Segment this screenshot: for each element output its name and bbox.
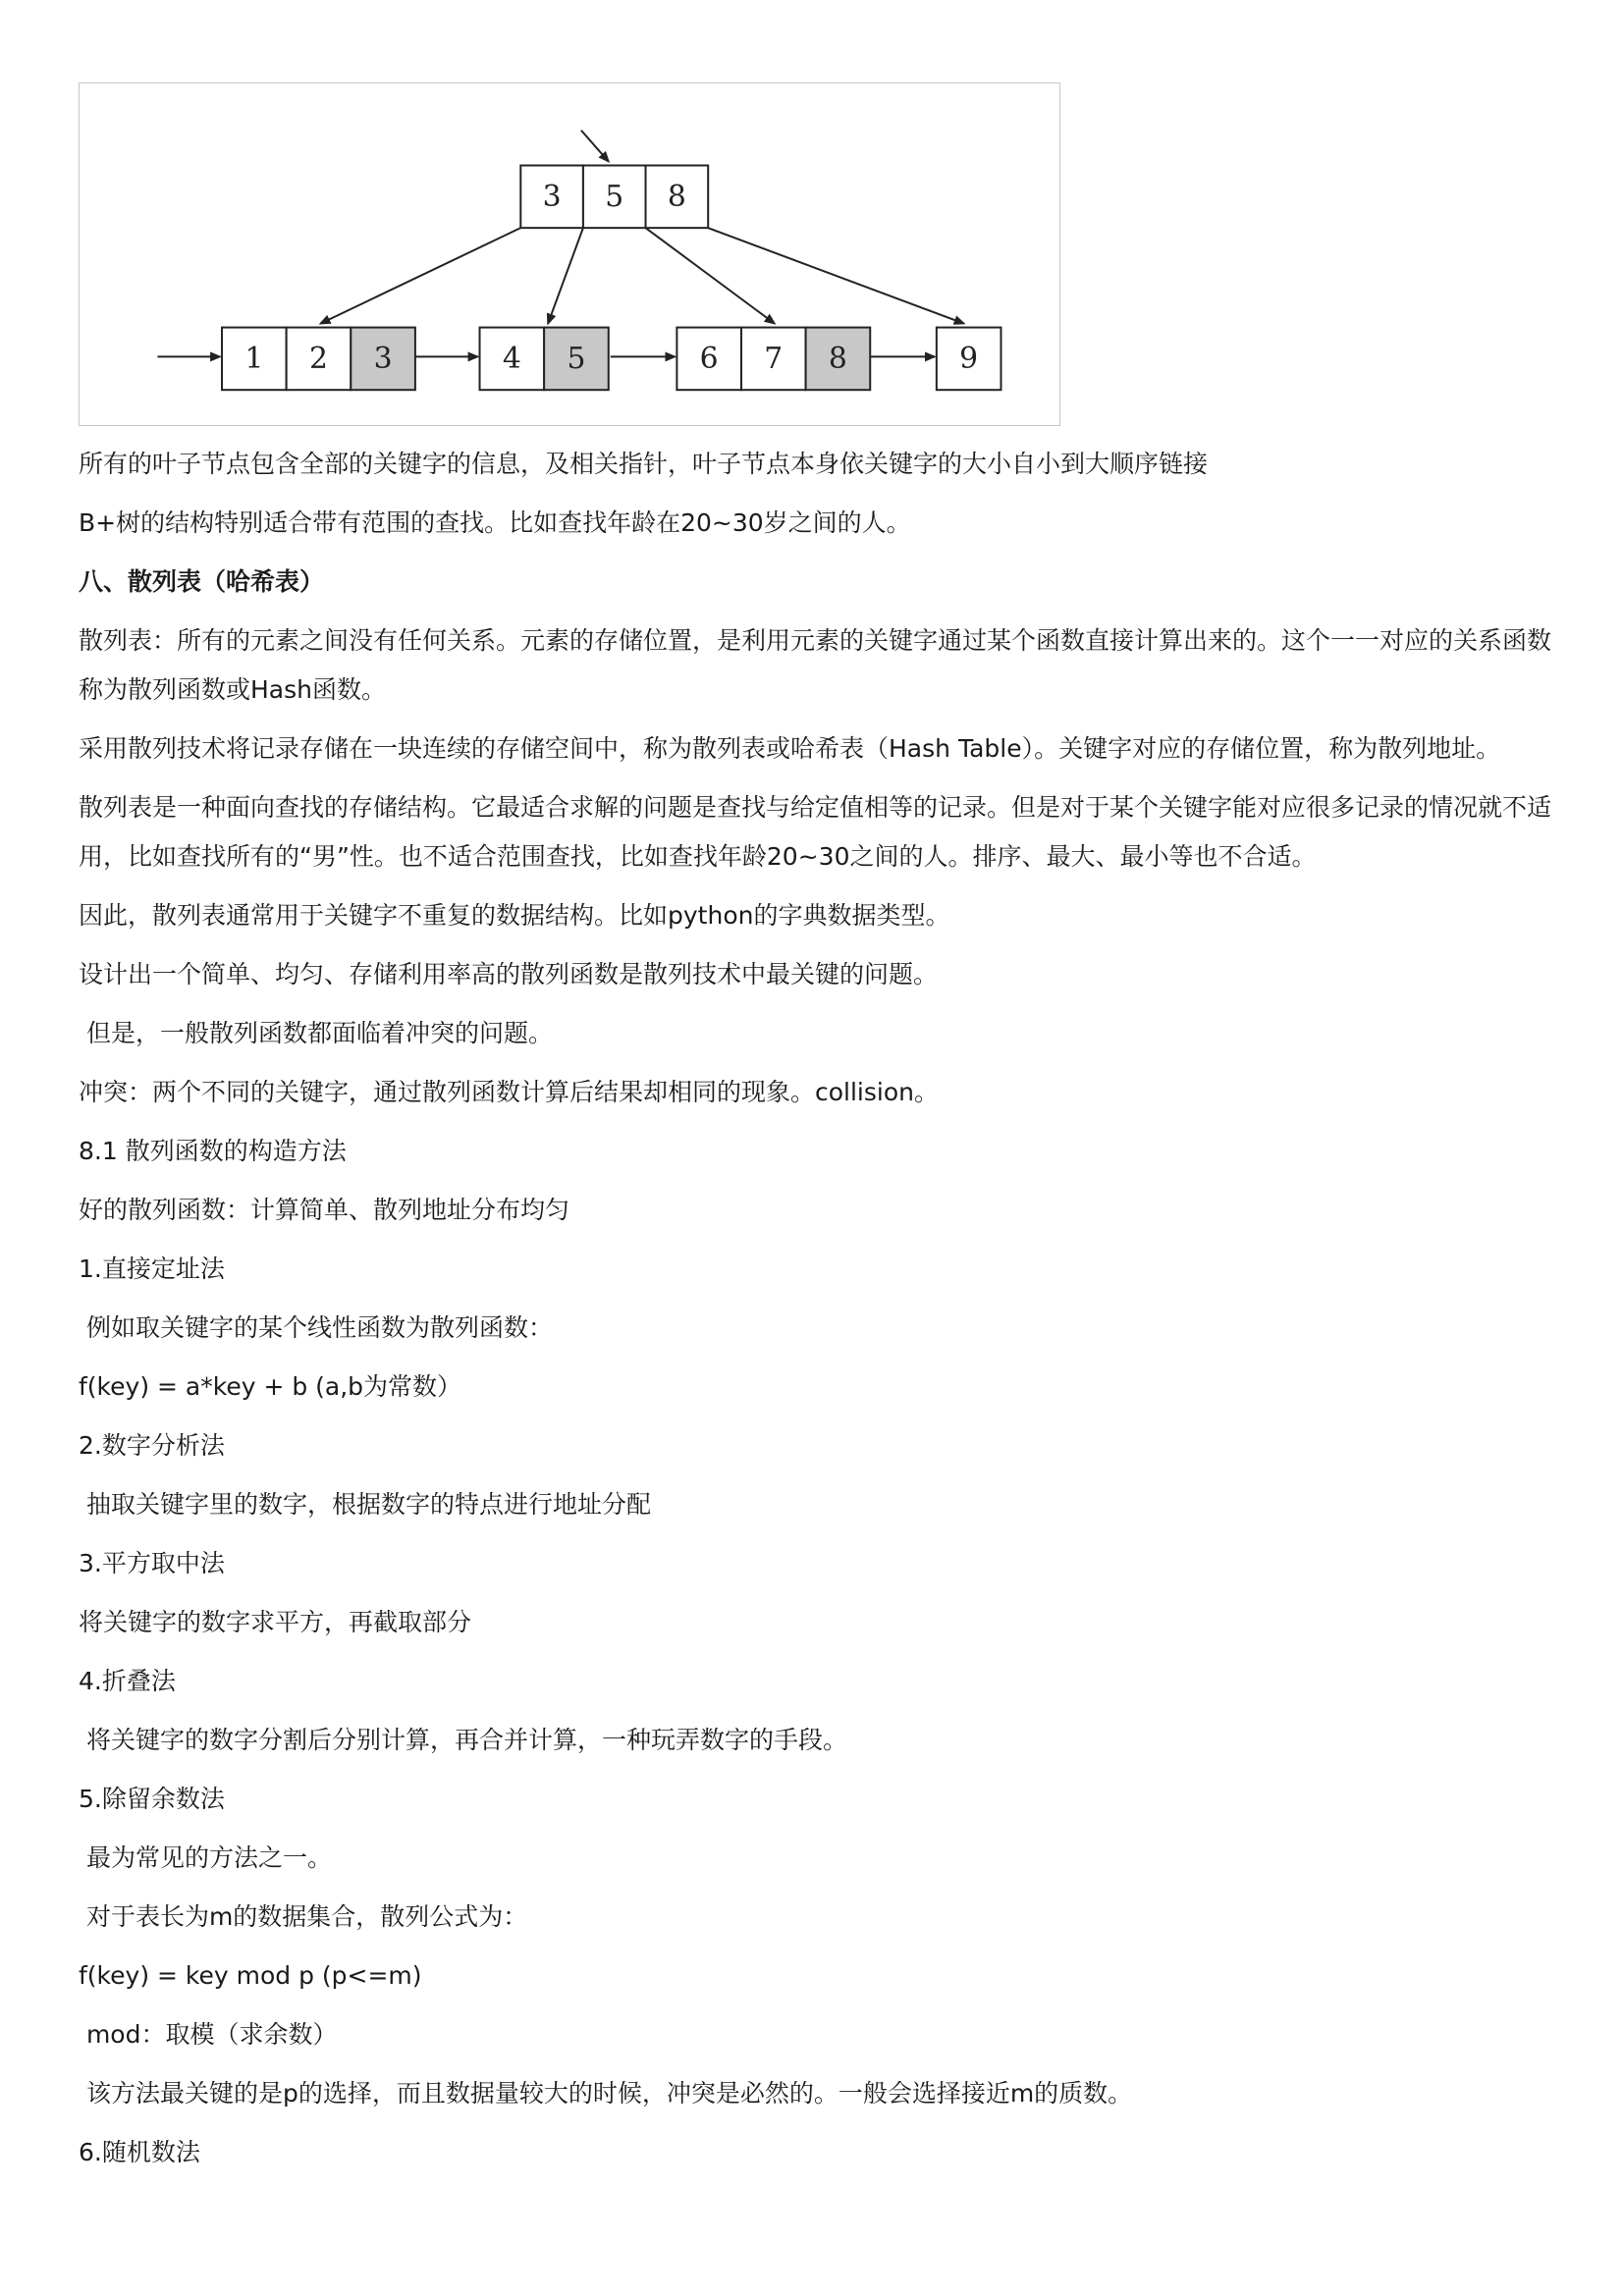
method-5-description: 最为常见的方法之一。 [79,1843,332,1872]
paragraph-good-hash: 好的散列函数：计算简单、散列地址分布均匀 [79,1196,570,1224]
paragraph-hash-usage: 散列表是一种面向查找的存储结构。它最适合求解的问题是查找与给定值相等的记录。但是对于某个关键字能对应很多记录的情况就不适用，比如查找所有的“男”性。也不适合范围查找，比如查找年龄20~30之间的人。排序、最大、最小等也不合适。 [79,793,1552,871]
method-heading-5: 5.除留余数法 [79,1785,225,1813]
root-key-1: 3 [542,179,562,214]
method-5-mod-note: mod：取模（求余数） [79,2020,338,2049]
method-1-formula: f(key) = a*key + b (a,b为常数） [79,1372,462,1401]
bplus-tree-diagram [80,83,1059,425]
edge-root-to-leaf-1 [320,228,520,323]
leaf2-key-2: 5 [567,341,586,376]
subsection-heading-8-1: 8.1 散列函数的构造方法 [79,1137,347,1165]
leaf3-key-3: 8 [828,341,847,376]
method-5-prime-note: 该方法最关键的是p的选择，而且数据量较大的时候，冲突是必然的。一般会选择接近m的质数。 [79,2079,1133,2108]
method-4-description: 将关键字的数字分割后分别计算，再合并计算，一种玩弄数字的手段。 [79,1726,847,1754]
document-body [79,440,1571,2187]
leaf1-key-2: 2 [308,341,328,376]
leaf3-key-1: 6 [699,341,719,376]
paragraph-bplus-range: B+树的结构特别适合带有范围的查找。比如查找年龄在20~30岁之间的人。 [79,508,911,537]
paragraph-hash-unique-keys: 因此，散列表通常用于关键字不重复的数据结构。比如python的字典数据类型。 [79,901,950,930]
root-node [520,166,708,229]
edge-root-to-leaf-2 [548,228,583,323]
leaf1-key-1: 1 [244,341,264,376]
method-3-description: 将关键字的数字求平方，再截取部分 [79,1608,472,1636]
leaf3-key-2: 7 [764,341,784,376]
method-heading-3: 3.平方取中法 [79,1549,225,1577]
paragraph-hash-definition: 散列表：所有的元素之间没有任何关系。元素的存储位置，是利用元素的关键字通过某个函数直接计算出来的。这个一一对应的关系函数称为散列函数或Hash函数。 [79,626,1552,704]
paragraph-collision-definition: 冲突：两个不同的关键字，通过散列函数计算后结果却相同的现象。collision。 [79,1078,939,1106]
bplus-tree-figure [79,82,1060,426]
paragraph-hash-design: 设计出一个简单、均匀、存储利用率高的散列函数是散列技术中最关键的问题。 [79,960,939,988]
method-heading-6: 6.随机数法 [79,2138,200,2166]
paragraph-leaf-info: 所有的叶子节点包含全部的关键字的信息，及相关指针，叶子节点本身依关键字的大小自小到大顺序链接 [79,450,1209,478]
edge-root-to-leaf-4 [708,228,964,323]
method-5-formula: f(key) = key mod p (p<=m) [79,1961,422,1990]
edge-root-to-leaf-3 [646,228,775,323]
paragraph-hash-conflict-intro: 但是，一般散列函数都面临着冲突的问题。 [79,1019,553,1047]
leaf-node-4 [937,328,1001,391]
leaf-node-3 [676,328,870,391]
leaf1-key-3: 3 [373,341,393,376]
root-key-2: 5 [605,179,624,214]
leaf4-key-1: 9 [959,341,979,376]
root-pointer-arrow [581,131,609,162]
root-key-3: 8 [667,179,686,214]
method-heading-2: 2.数字分析法 [79,1431,225,1460]
section-heading-hash-table: 八、散列表（哈希表） [79,567,325,596]
method-heading-1: 1.直接定址法 [79,1255,225,1283]
leaf2-key-1: 4 [502,341,521,376]
leaf-node-2 [480,328,609,391]
paragraph-hash-storage: 采用散列技术将记录存储在一块连续的存储空间中，称为散列表或哈希表（Hash Table）。关键字对应的存储位置，称为散列地址。 [79,734,1501,763]
method-2-description: 抽取关键字里的数字，根据数字的特点进行地址分配 [79,1490,651,1519]
leaf-node-1 [222,328,415,391]
method-5-formula-intro: 对于表长为m的数据集合，散列公式为： [79,1902,528,1931]
method-1-description: 例如取关键字的某个线性函数为散列函数： [79,1313,553,1342]
method-heading-4: 4.折叠法 [79,1667,176,1695]
